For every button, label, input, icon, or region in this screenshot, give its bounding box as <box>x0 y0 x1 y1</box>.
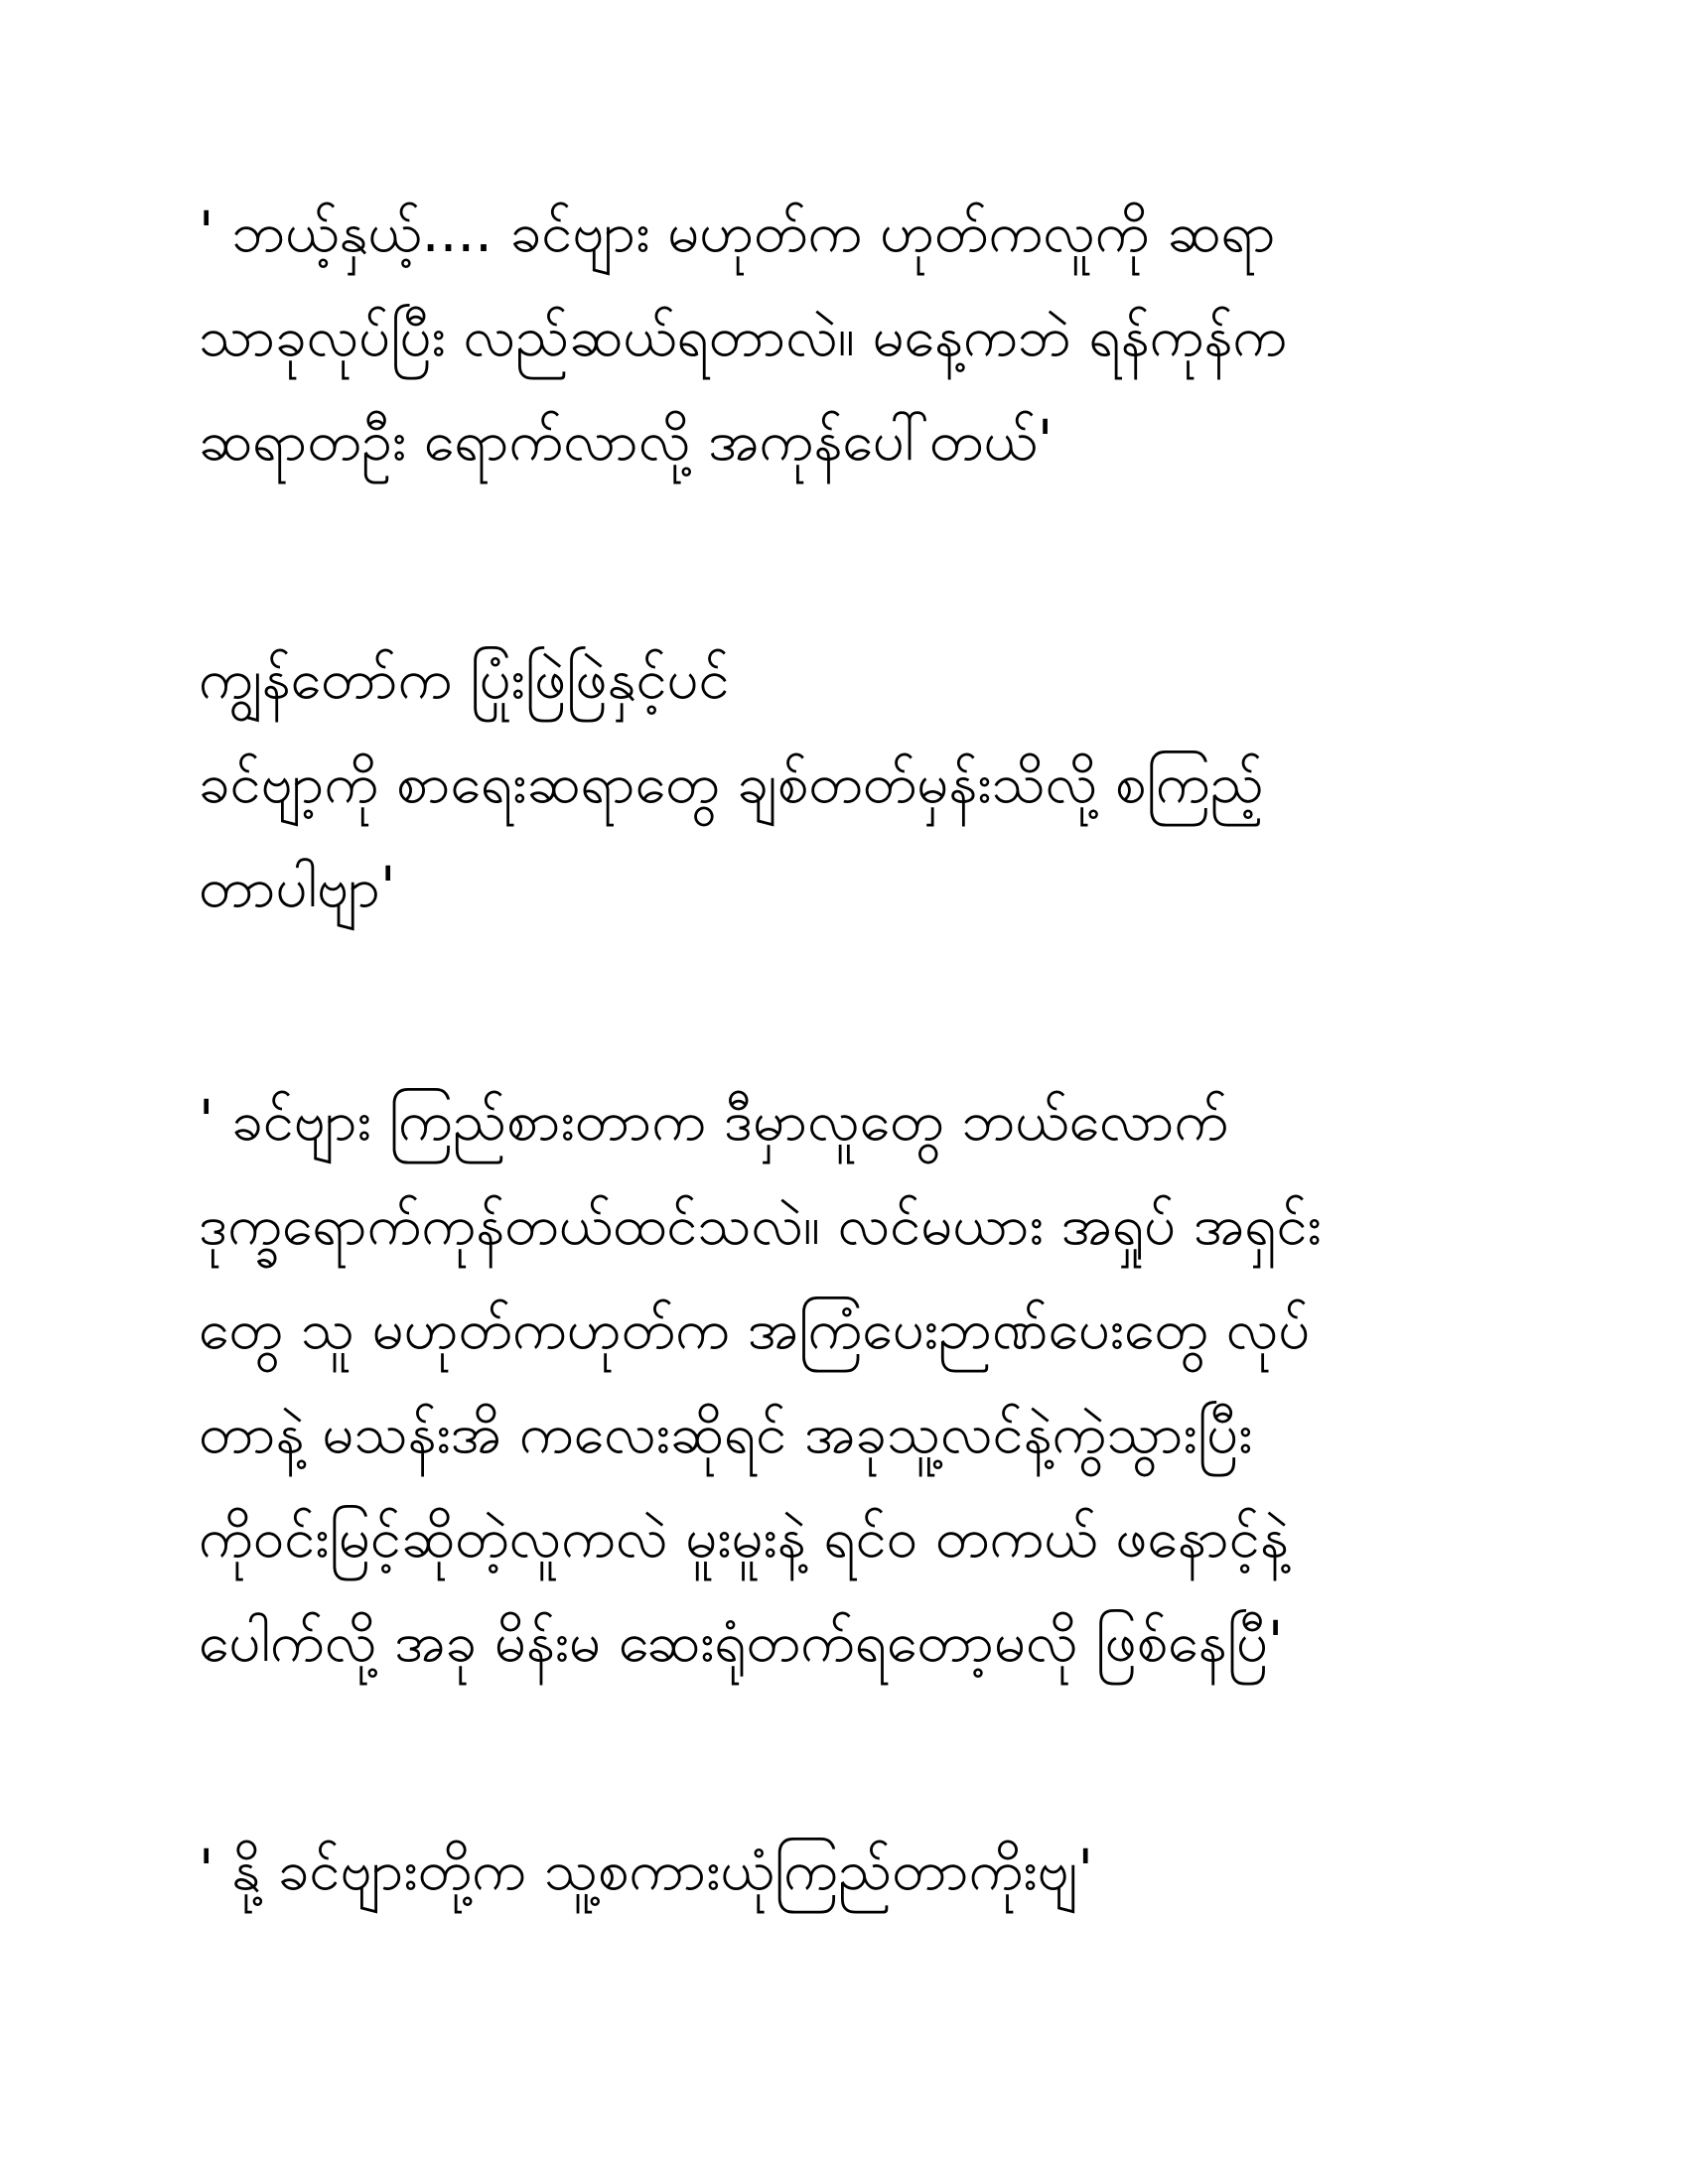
text-line: ဒုက္ခရောက်ကုန်တယ်ထင်သလဲ။ လင်မယား အရှုပ် အရှင်း <box>199 1193 1322 1258</box>
text-line: တာနဲ့ မသန်းအိ ကလေးဆိုရင် အခုသူ့လင်နဲ့ကွဲသွားပြီး <box>199 1402 1253 1466</box>
text-line: ' နို့ ခင်ဗျားတို့က သူ့စကားယုံကြည်တာကိုးဗျ' <box>199 1839 1093 1903</box>
text-line: ခင်ဗျာ့ကို စာရေးဆရာတွေ ချစ်တတ်မှန်းသိလို့ စကြည့် <box>199 751 1264 816</box>
text-line: သာခုလုပ်ပြီး လည်ဆယ်ရတာလဲ။ မနေ့ကဘဲ ရန်ကုန်က <box>199 305 1288 369</box>
text-line: ' ဘယ့်နှယ့်.... ခင်ဗျား မဟုတ်က ဟုတ်ကလူကို ဆရာ <box>199 201 1276 265</box>
text-line: ပေါက်လို့ အခု မိန်းမ ဆေးရုံတက်ရတော့မလို ဖြစ်နေပြီ' <box>199 1610 1284 1675</box>
text-line: တွေ သူ မဟုတ်ကဟုတ်က အကြံပေးဉာဏ်ပေးတွေ လုပ် <box>199 1297 1311 1362</box>
text-line: ကိုဝင်းမြင့်ဆိုတဲ့လူကလဲ မူးမူးနဲ့ ရင်ဝ တကယ် ဖနောင့်နဲ့ <box>199 1506 1289 1570</box>
text-line: ဆရာတဦး ရောက်လာလို့ အကုန်ပေါ်တယ်' <box>199 409 1054 474</box>
text-line: တာပါဗျာ' <box>199 856 396 920</box>
text-line: ကျွန်တော်က ပြုံးဖြဲဖြဲနှင့်ပင် <box>199 647 730 712</box>
text-line: ' ခင်ဗျား ကြည်စားတာက ဒီမှာလူတွေ ဘယ်လောက် <box>199 1089 1229 1154</box>
